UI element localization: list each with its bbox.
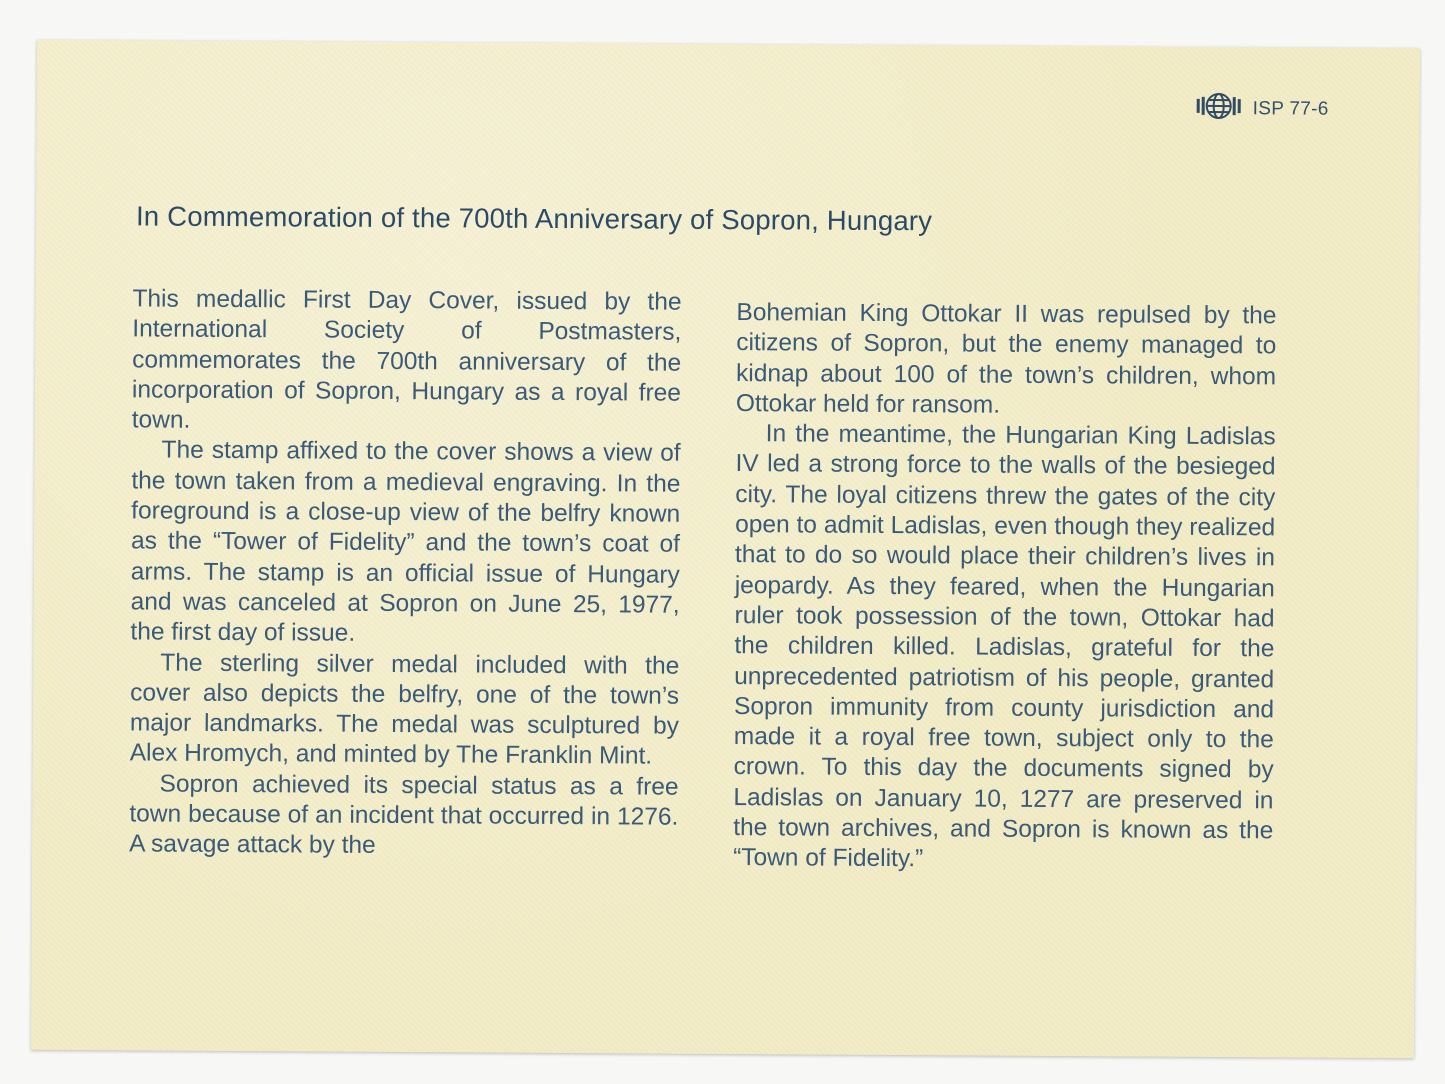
insert-card [31, 40, 1420, 1058]
page-title: In Commemoration of the 700th Anniversary of Sopron, Hungary [135, 200, 933, 237]
paragraph: Bohemian King Ottokar II was repulsed by the citizens of Sopron, but the enemy managed to kidnap about 100 of the town’s children, whom Ottokar held for ransom. [735, 299, 1277, 419]
paragraph: Sopron achieved its special status as a free town because of an incident that occurred in 1276. A savage attack by the [129, 770, 679, 860]
publisher-mark [1195, 91, 1329, 127]
paragraph: The sterling silver medal included with the cover also depicts the belfry, one of the town’s major landmarks. The medal was sculptured by Alex Hromych, and minted by The Franklin Mint. [129, 649, 680, 771]
paragraph: The stamp affixed to the cover shows a view of the town taken from a medieval engraving. In the foreground is a close-up view of the belfry known as the “Tower of Fidelity” and the town’s coat of arms. The stamp is an official issue of Hungary and was canceled at Sopron on June 25, 1977, the first day of issue. [130, 437, 681, 648]
paragraph: This medallic First Day Cover, issued by the International Society of Postmasters, commemorates the 700th anniversary of the incorporation of Sopron, Hungary as a royal free town. [131, 285, 682, 434]
catalog-code: ISP 77-6 [1252, 97, 1329, 120]
paragraph: In the meantime, the Hungarian King Ladislas IV led a strong force to the walls of the besieged city. The loyal citizens threw the gates of the city open to admit Ladislas, even though they realized that to do so would place their children’s lives in jeopardy. As they feared, when the Hungarian ruler took possession of the town, Ottokar had the children killed. Ladislas, grateful for the unprecedented patriotism of his people, granted Sopron immunity from county jurisdiction and made it a royal free town, subject only to the crown. To this day the documents signed by Ladislas on January 10, 1277 are preserved in the town archives, and Sopron is known as the “Town of Fidelity.” [733, 420, 1276, 873]
left-column [129, 284, 682, 863]
globe-bars-icon [1195, 91, 1243, 126]
right-column [733, 298, 1277, 877]
